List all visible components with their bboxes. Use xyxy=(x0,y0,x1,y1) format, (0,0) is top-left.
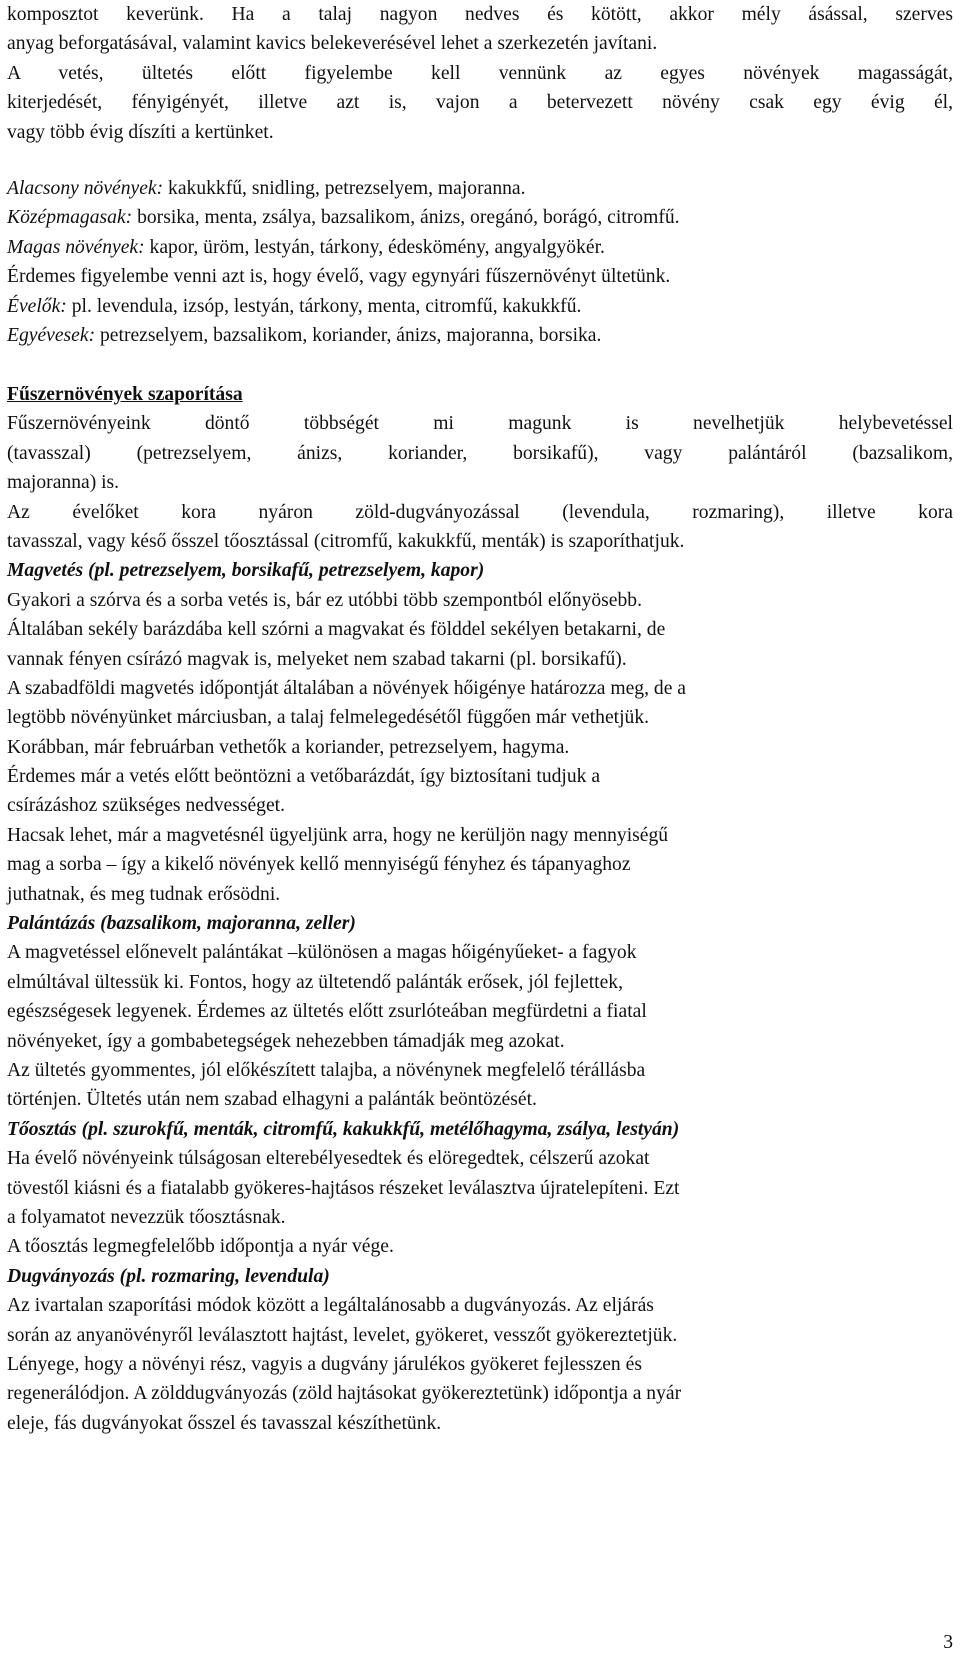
height-mid-label: Középmagasak: xyxy=(7,207,133,229)
height-low-label: Alacsony növények: xyxy=(7,178,164,199)
annual-label: Egyévesek: xyxy=(7,324,96,346)
text-line: Általában sekély barázdába kell szórni a magvakat és földdel sekélyen betakarni, de xyxy=(7,619,666,641)
text-line: A vetés, ültetés előtt figyelembe kell vennünk az egyes növények magasságát, xyxy=(7,62,953,84)
perennial-text: pl. levendula, izsóp, lestyán, tárkony, menta, citromfű, kakukkfű. xyxy=(66,295,582,317)
text-line: a folyamatot nevezzük tőosztásnak. xyxy=(7,1206,286,1228)
height-low-text: kakukkfű, snidling, petrezselyem, majoranna. xyxy=(163,178,526,199)
text-line: történjen. Ültetés után nem szabad elhagyni a palánták beöntözését. xyxy=(7,1089,537,1111)
cuttings-heading xyxy=(7,1262,953,1291)
text-line: Ha évelő növényeink túlságosan elterebélyesedtek és elöregedtek, célszerű azokat xyxy=(7,1148,650,1170)
text-line: tavasszal, vagy késő ősszel tőosztással (citromfű, kakukkfű, menták) is szaporíthatjuk. xyxy=(7,530,685,552)
text-line: vagy több évig díszíti a kertünket. xyxy=(7,121,274,143)
text-line: Lényege, hogy a növényi rész, vagyis a dugvány járulékos gyökeret fejlesszen és xyxy=(7,1353,642,1375)
text-line: juthatnak, és meg tudnak erősödni. xyxy=(7,883,281,905)
height-mid-text: borsika, menta, zsálya, bazsalikom, ánizs, oregánó, borágó, citromfű. xyxy=(132,207,680,229)
sowing-heading-rest: (pl. petrezselyem, borsikafű, petrezselyem, kapor) xyxy=(83,560,485,582)
text-line: Érdemes már a vetés előtt beöntözni a vetőbarázdát, így biztosítani tudjuk a xyxy=(7,766,601,788)
text-line: Korábban, már februárban vethetők a koriander, petrezselyem, hagyma. xyxy=(7,736,570,758)
text-line: egészségesek legyenek. Érdemes az ültetés előtt zsurlóteában megfürdetni a fiatal xyxy=(7,1001,647,1023)
annual-text: petrezselyem, bazsalikom, koriander, ánizs, majoranna, borsika. xyxy=(95,324,602,346)
text-line: majoranna) is. xyxy=(7,472,120,494)
sowing-heading-italic: Magvetés xyxy=(7,560,84,582)
plant-heights-block xyxy=(7,174,953,350)
text-line: regenerálódjon. A zölddugványozás (zöld hajtásokat gyökereztetünk) időpontja a nyár xyxy=(7,1383,682,1405)
text-line: anyag beforgatásával, valamint kavics belekeverésével lehet a szerkezetén javítani. xyxy=(7,33,658,55)
section-heading: Fűszernövények szaporítása xyxy=(7,384,243,405)
height-tall-text: kapor, üröm, lestyán, tárkony, édeskömény, angyalgyökér. xyxy=(144,236,605,258)
text-line: A magvetéssel előnevelt palántákat –különösen a magas hőigényűeket- a fagyok xyxy=(7,942,637,964)
text-line: növényeket, így a gombabetegségek nehezebben támadják meg azokat. xyxy=(7,1030,565,1052)
text-line: A szabadföldi magvetés időpontját általában a növények hőigénye határozza meg, de a xyxy=(7,677,686,699)
page-number: 3 xyxy=(943,1632,953,1653)
height-tall-label: Magas növények: xyxy=(7,236,145,258)
text-line: Az ivartalan szaporítási módok között a legáltalánosabb a dugványozás. Az eljárás xyxy=(7,1295,654,1317)
text-line: komposztot keverünk. Ha a talaj nagyon nedves és kötött, akkor mély ásással, szerves xyxy=(7,4,953,25)
cuttings-heading-rest: (pl. rozmaring, levendula) xyxy=(114,1265,330,1287)
seedlings-heading: Palántázás (bazsalikom, majoranna, zeller) xyxy=(7,913,356,935)
height-mid-line xyxy=(7,203,953,232)
text-line: Fűszernövényeink döntő többségét mi magunk is nevelhetjük helybevetéssel xyxy=(7,413,953,435)
text-line: vannak fényen csírázó magvak is, melyeket nem szabad takarni (pl. borsikafű). xyxy=(7,648,627,670)
text-line: (tavasszal) (petrezselyem, ánizs, koriander, borsikafű), vagy palántáról (bazsalikom, xyxy=(7,442,953,464)
text-line: legtöbb növényünket márciusban, a talaj felmelegedésétől függően már vethetjük. xyxy=(7,707,650,729)
sowing-heading xyxy=(7,556,953,585)
lifespan-note: Érdemes figyelembe venni azt is, hogy évelő, vagy egynyári fűszernövényt ültetünk. xyxy=(7,266,671,288)
annual-line xyxy=(7,321,953,350)
text-line: tövestől kiásni és a fiatalabb gyökeres-hajtásos részeket leválasztva újratelepíteni. Ezt xyxy=(7,1177,680,1199)
perennial-line xyxy=(7,292,953,321)
text-line: Hacsak lehet, már a magvetésnél ügyeljünk arra, hogy ne kerüljön nagy mennyiségű xyxy=(7,824,669,846)
text-line: A tőosztás legmegfelelőbb időpontja a nyár vége. xyxy=(7,1236,394,1258)
division-heading xyxy=(7,1115,953,1144)
cuttings-heading-italic: Dugványozás xyxy=(7,1265,115,1287)
text-line: Az évelőket kora nyáron zöld-dugványozással (levendula, rozmaring), illetve kora xyxy=(7,501,953,523)
division-heading-rest: (pl. szurokfű, menták, citromfű, kakukkfű, metélőhagyma, zsálya, lestyán) xyxy=(76,1118,680,1140)
text-line: Gyakori a szórva és a sorba vetés is, bár ez utóbbi több szempontból előnyösebb. xyxy=(7,589,642,611)
height-tall-line xyxy=(7,233,953,262)
text-line: csírázáshoz szükséges nedvességet. xyxy=(7,795,286,817)
propagation-block xyxy=(7,380,953,1438)
text-line: mag a sorba – így a kikelő növények kellő mennyiségű fényhez és tápanyaghoz xyxy=(7,854,631,876)
text-line: Az ültetés gyommentes, jól előkészített talajba, a növénynek megfelelő térállásba xyxy=(7,1059,646,1081)
division-heading-italic: Tőosztás xyxy=(7,1118,77,1140)
perennial-label: Évelők: xyxy=(7,295,67,317)
intro-block xyxy=(7,0,953,147)
text-line: során az anyanövényről leválasztott hajtást, levelet, gyökeret, vesszőt gyökereztetjük. xyxy=(7,1324,678,1346)
text-line: kiterjedését, fényigényét, illetve azt is, vajon a betervezett növény csak egy évig él, xyxy=(7,92,953,114)
height-low-line xyxy=(7,174,953,203)
text-line: elmúltával ültessük ki. Fontos, hogy az ültetendő palánták erősek, jól fejlettek, xyxy=(7,971,623,993)
text-line: eleje, fás dugványokat ősszel és tavasszal készíthetünk. xyxy=(7,1412,442,1434)
